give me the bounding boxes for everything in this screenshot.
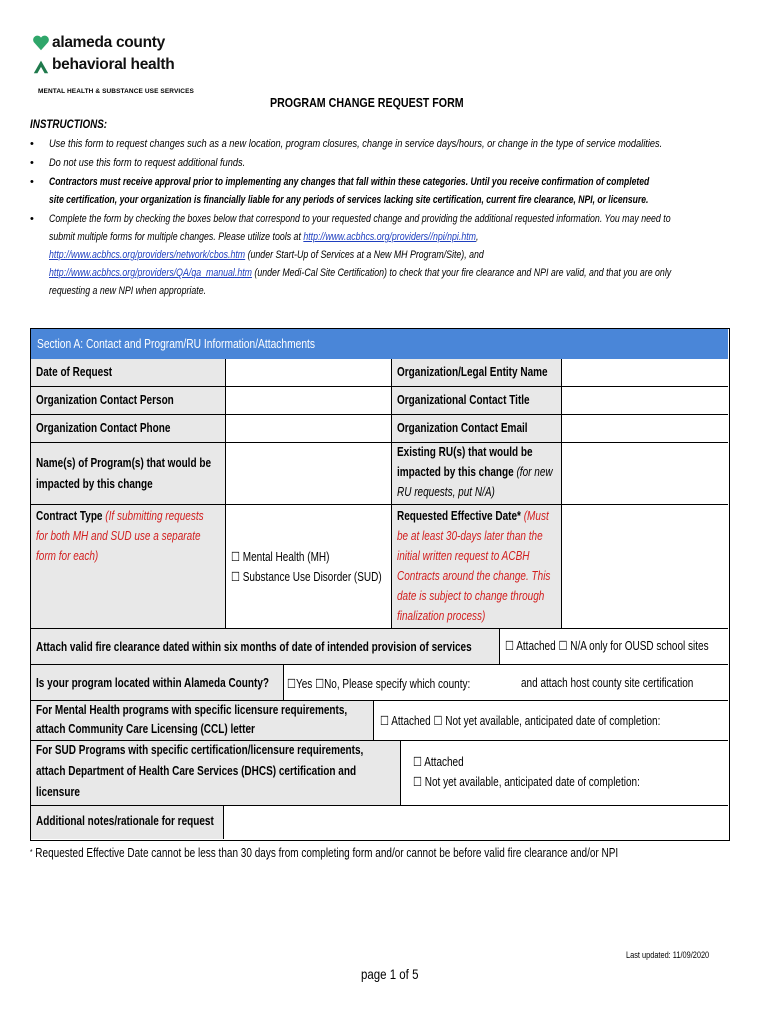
bullet: • (30, 213, 34, 225)
existing-ru-field[interactable] (562, 443, 728, 505)
org-legal-name-label: Organization/Legal Entity Name (392, 359, 562, 387)
contact-title-label: Organizational Contact Title (392, 387, 562, 415)
instruction-4: Complete the form by checking the boxes below that correspond to your requested change and providing the additional requested information. You may need to submit multiple forms for multiple changes. Please utilize tools at http://www.acbhcs.org/providers//npi/npi.htm, http://www.acbhcs.org/providers/network/cbos.htm (under Start-Up of Services at a New MH Program/Site), and http://www.acbhcs.org/providers/QA/qa_manual.htm (under Medi-Cal Site Certification) to check that your fire clearance and NPI are valid, and that you are only requesting a new NPI when appropriate. (49, 213, 672, 297)
checkbox[interactable]: ☐ (287, 677, 296, 691)
checkbox[interactable]: ☐ (433, 714, 443, 728)
checkbox[interactable]: ☐ (505, 639, 514, 653)
qa-manual-link[interactable]: http://www.acbhcs.org/providers/QA/qa_manual.htm (49, 267, 252, 279)
contact-phone-label: Organization Contact Phone (31, 415, 226, 443)
notes-label: Additional notes/rationale for request (31, 806, 224, 839)
checkbox[interactable]: ☐ (380, 714, 389, 728)
bullet: • (30, 176, 34, 188)
instructions-heading: INSTRUCTIONS: (30, 117, 108, 131)
date-of-request-field[interactable] (226, 359, 392, 387)
mh-option[interactable]: ☐ Mental Health (MH) (231, 550, 330, 564)
effective-date-field[interactable] (562, 505, 728, 629)
contract-type-label: Contract Type (If submitting requests for both MH and SUD use a separate form for each) (31, 505, 226, 629)
footnote: * Requested Effective Date cannot be less than 30 days from completing form and/or cannot be before valid fire clearance and/or NPI (30, 846, 619, 860)
mh-licensure-options: ☐ Attached ☐ Not yet available, anticipated date of completion: (374, 701, 728, 741)
logo-line-2: behavioral health (52, 56, 175, 73)
effective-date-label: Requested Effective Date* (Must be at least 30-days later than the initial written request to ACBH Contracts around the change. This date is subject to change through finalization process) (392, 505, 562, 629)
logo-tagline: MENTAL HEALTH & SUBSTANCE USE SERVICES (38, 88, 194, 95)
checkbox[interactable]: ☐ (315, 677, 325, 691)
bullet: • (30, 157, 34, 169)
figure-icon (32, 57, 50, 75)
contact-person-field[interactable] (226, 387, 392, 415)
host-county-note: and attach host county site certification (521, 676, 694, 690)
instruction-3: Contractors must receive approval prior to implementing any changes that fall within these categories. Until you receive confirmation of completed site certification, your organization is financially liable for any periods of services lacking site certification, current fire clearance, NPI, or licensure. (49, 176, 650, 206)
located-question-label: Is your program located within Alameda County? (31, 665, 284, 701)
sud-certification-options: ☐ Attached ☐ Not yet available, anticipated date of completion: (401, 741, 728, 806)
mh-licensure-label: For Mental Health programs with specific licensure requirements, attach Community Care Licensing (CCL) letter (31, 701, 374, 741)
form-title: PROGRAM CHANGE REQUEST FORM (270, 95, 464, 110)
fire-clearance-label: Attach valid fire clearance dated within six months of date of intended provision of services (31, 629, 500, 665)
bullet: • (30, 138, 34, 150)
section-a-form (30, 328, 730, 841)
instruction-1: Use this form to request changes such as a new location, program closures, change in service days/hours, or change in the type of service modalities. (49, 138, 663, 150)
contact-title-field[interactable] (562, 387, 728, 415)
org-legal-name-field[interactable] (562, 359, 728, 387)
heart-icon (32, 34, 50, 52)
page-number: page 1 of 5 (361, 966, 419, 982)
contract-type-options (226, 505, 392, 629)
sud-certification-label: For SUD Programs with specific certification/licensure requirements, attach Department of Health Care Services (DHCS) certification and licensure (31, 741, 401, 806)
existing-ru-label: Existing RU(s) that would be impacted by this change (for new RU requests, put N/A) (392, 443, 562, 505)
program-names-field[interactable] (226, 443, 392, 505)
checkbox[interactable]: ☐ (231, 550, 240, 564)
fire-clearance-options: ☐ Attached ☐ N/A only for OUSD school sites (500, 629, 728, 665)
located-options: ☐Yes ☐No, Please specify which county: and attach host county site certification (284, 665, 728, 701)
checkbox[interactable]: ☐ (231, 570, 240, 584)
contact-email-field[interactable] (562, 415, 728, 443)
contact-person-label: Organization Contact Person (31, 387, 226, 415)
contact-email-label: Organization Contact Email (392, 415, 562, 443)
program-names-label: Name(s) of Program(s) that would be impacted by this change (31, 443, 226, 505)
npi-link[interactable]: http://www.acbhcs.org/providers//npi/npi.htm (303, 231, 476, 243)
notes-field[interactable] (224, 806, 728, 839)
logo (30, 30, 194, 100)
last-updated: Last updated: 11/09/2020 (626, 950, 710, 960)
logo-line-1: alameda county (52, 34, 165, 51)
checkbox[interactable]: ☐ (413, 775, 422, 789)
date-of-request-label: Date of Request (31, 359, 226, 387)
sud-option[interactable]: ☐ Substance Use Disorder (SUD) (231, 570, 382, 584)
instruction-2: Do not use this form to request additional funds. (49, 157, 246, 169)
cbos-link[interactable]: http://www.acbhcs.org/providers/network/cbos.htm (49, 249, 246, 261)
contact-phone-field[interactable] (226, 415, 392, 443)
checkbox[interactable]: ☐ (558, 639, 568, 653)
checkbox[interactable]: ☐ (413, 755, 422, 769)
section-a-header: Section A: Contact and Program/RU Information/Attachments (31, 329, 728, 359)
